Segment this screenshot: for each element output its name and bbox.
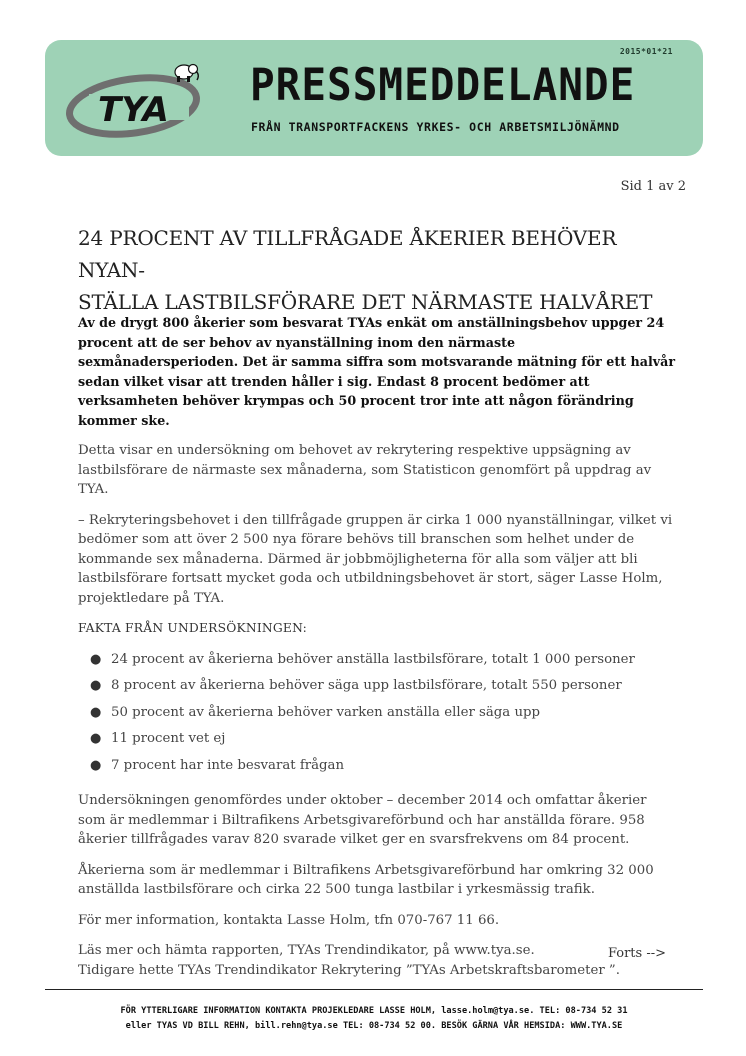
headline-line: 24 PROCENT AV TILLFRÅGADE ÅKERIER BEHÖVER NYAN- — [78, 226, 617, 282]
read-more-paragraph — [78, 941, 678, 980]
tya-logo — [63, 54, 213, 144]
footer-divider — [45, 989, 703, 990]
read-more-line: Läs mer och hämta rapporten, TYAs Trendindikator, på www.tya.se. — [78, 943, 535, 958]
list-item: ● 50 procent av åkerierna behöver varken anställa eller säga upp — [78, 700, 678, 727]
release-date: 2015*01*21 — [619, 47, 673, 56]
headline — [78, 222, 688, 318]
facts-heading: FAKTA FRÅN UNDERSÖKNINGEN: — [78, 621, 307, 635]
list-item: ● 11 procent vet ej — [78, 726, 678, 753]
contact-paragraph: För mer information, kontakta Lasse Holm, tfn 070-767 11 66. — [78, 912, 500, 928]
list-item: ● 8 procent av åkerierna behöver säga upp lastbilsförare, totalt 550 personer — [78, 673, 678, 700]
method-paragraph: Undersökningen genomfördes under oktober – december 2014 och omfattar åkerier som är medlemmar i Biltrafikens Arbetsgivareförbund och har anställda förare. 958 åkerier tillfrågades varav 820 svarade vilket ger en svarsfrekvens om 84 procent. — [78, 793, 647, 847]
headline-line: STÄLLA LASTBILSFÖRARE DET NÄRMASTE HALVÅRET — [78, 290, 653, 314]
page-number: Sid 1 av 2 — [620, 179, 686, 194]
facts-list — [78, 647, 678, 780]
former-name-line: Tidigare hette TYAs Trendindikator Rekrytering ”TYAs Arbetskraftsbarometer ”. — [78, 962, 620, 978]
continued-link: Forts --> — [607, 946, 666, 961]
footer — [45, 1004, 703, 1034]
bullet-icon: ● — [90, 731, 102, 746]
bullet-icon: ● — [90, 651, 102, 667]
banner-title: PRESSMEDDELANDE — [250, 59, 636, 111]
bullet-icon: ● — [90, 704, 102, 720]
bullet-icon: ● — [90, 757, 102, 773]
bullet-icon: ● — [90, 678, 102, 693]
elephant-icon — [175, 65, 198, 83]
svg-text:TYA: TYA — [98, 90, 169, 130]
quote-paragraph: – Rekryteringsbehovet i den tillfrågade gruppen är cirka 1 000 nyanställningar, vilket vi bedömer som att över 2 500 nya förare behövs till branschen som helhet under de kommande sex månaderna. Därmed är jobbmöjligheterna för alla som väljer att bli lastbilsförare fortsatt mycket goda och utbildningsbehovet är stort, säger Lasse Holm, projektledare på TYA. — [78, 512, 673, 606]
banner-subtitle: FRÅN TRANSPORTFACKENS YRKES- OCH ARBETSMILJÖNÄMND — [251, 120, 620, 134]
footer-line: FÖR YTTERLIGARE INFORMATION KONTAKTA PROJEKLEDARE LASSE HOLM, lasse.holm@tya.se. TEL: 08-734 52 31 — [120, 1006, 628, 1016]
lead-paragraph: Av de drygt 800 åkerier som besvarat TYAs enkät om anställningsbehov uppger 24 procent att de ser behov av nyanställning inom den närmaste sexmånadersperioden. Det är samma siffra som motsvarande mätning för ett halvår sedan vilket visar att trenden håller i sig. Endast 8 procent bedömer att verksamheten behöver krympas och 50 procent tror inte att någon förändring kommer ske. — [78, 315, 676, 428]
press-banner — [45, 40, 703, 156]
members-paragraph: Åkerierna som är medlemmar i Biltrafikens Arbetsgivareförbund har omkring 32 000 anställda lastbilsförare och cirka 22 500 tunga lastbilar i yrkesmässig trafik. — [78, 862, 654, 897]
list-item: ● 24 procent av åkerierna behöver anställa lastbilsförare, totalt 1 000 personer — [78, 647, 678, 674]
footer-line: eller TYAS VD BILL REHN, bill.rehn@tya.se TEL: 08-734 52 00. BESÖK GÄRNA VÅR HEMSIDA: WWW.TYA.SE — [125, 1021, 623, 1031]
article-body — [78, 313, 678, 991]
list-item: ● 7 procent har inte besvarat frågan — [78, 753, 678, 780]
paragraph: Detta visar en undersökning om behovet av rekrytering respektive uppsägning av lastbilsförare de närmaste sex månaderna, som Statisticon genomfört på uppdrag av TYA. — [78, 443, 652, 497]
